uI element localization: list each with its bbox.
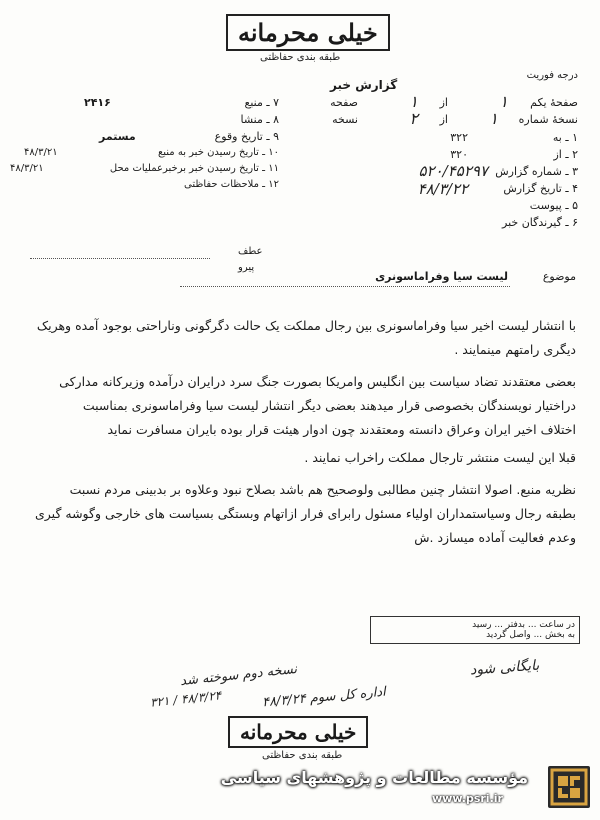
security-notes-label: ۱۲ ـ ملاحظات حفاظتی bbox=[184, 179, 279, 190]
handwritten-note: نسخه دوم سوخته شد bbox=[179, 661, 298, 690]
copy-of-label: از bbox=[439, 113, 448, 126]
ref-label: عطف bbox=[238, 246, 263, 257]
origin-label: ۸ ـ منشا bbox=[240, 113, 279, 126]
page-field: صفحهٔ یکم ۱ از ۱ صفحه bbox=[330, 92, 578, 111]
copy-field: نسخهٔ شماره ۱ از ۲ نسخه bbox=[332, 109, 578, 128]
recipients-field bbox=[308, 216, 578, 233]
receipt-stamp-line: در ساعت ... بدفتر ... رسید bbox=[472, 620, 575, 630]
right-fields bbox=[308, 92, 578, 233]
classification-label: طبقه بندی حفاظتی bbox=[260, 52, 341, 63]
of-label: از bbox=[439, 96, 448, 109]
report-body bbox=[24, 318, 576, 554]
from-value: ۳۲۰ bbox=[450, 148, 468, 161]
receipt-stamp-line: به بخش ... واصل گردید bbox=[486, 630, 575, 640]
report-number-label: ۳ ـ شماره گزارش bbox=[495, 165, 578, 178]
ops-receipt-field bbox=[10, 163, 279, 179]
to-field bbox=[308, 131, 578, 148]
body-line: بطبقه رجال وسیاستمداران اولیاء مسئول رابرای فرار ازاتهام وبستگی بسیاست های خارجی وگوشه گیری bbox=[35, 506, 576, 521]
attachment-label: ۵ ـ پیوست bbox=[529, 199, 578, 212]
report-title: گزارش خبر bbox=[330, 78, 398, 92]
source-label: ۷ ـ منبع bbox=[244, 96, 279, 109]
top-classification-stamp: خیلی محرمانه bbox=[226, 14, 390, 51]
receipt-stamp-box bbox=[370, 616, 580, 644]
ops-receipt-value: ۴۸/۳/۲۱ bbox=[10, 163, 44, 174]
subject-value: لیست سیا وفراماسونری bbox=[375, 270, 508, 283]
separator-line bbox=[30, 258, 210, 259]
body-line: دراختیار نویسندگان بخصوصی قرار میدهند بعضی دیگر انتشار لیست سیا وفراماسونری بمناسبت bbox=[82, 398, 576, 413]
copy-end-label: نسخه bbox=[332, 113, 358, 126]
bottom-classification-label: طبقه بندی حفاظتی bbox=[262, 750, 343, 761]
source-receipt-field bbox=[24, 147, 279, 163]
handwritten-note: اداره کل سوم ۴۸/۳/۲۴ bbox=[261, 684, 387, 711]
body-line: با انتشار لیست اخیر سیا وفراماسونری بین رجال مملکت یک حالت دگرگونی وناراحتی بوجود آمده وهریک bbox=[36, 318, 576, 333]
security-notes-field bbox=[24, 179, 279, 195]
left-fields bbox=[10, 96, 279, 195]
subject-underline bbox=[180, 286, 510, 287]
source-field bbox=[24, 96, 279, 113]
occurrence-date-label: ۹ ـ تاریخ وقوع bbox=[214, 130, 279, 143]
body-line: قبلا این لیست منتشر تارجال مملکت راخراب نمایند . bbox=[304, 450, 576, 465]
origin-field bbox=[24, 113, 279, 130]
to-value: ۳۲۲ bbox=[450, 131, 468, 144]
urgency-label: درجه فوریت bbox=[526, 70, 578, 81]
occurrence-date-field bbox=[24, 130, 279, 147]
handwritten-note: بایگانی شود bbox=[469, 657, 540, 679]
source-receipt-value: ۴۸/۳/۲۱ bbox=[24, 147, 58, 158]
source-receipt-label: ۱۰ ـ تاریخ رسیدن خبر به منبع bbox=[157, 147, 279, 158]
body-line: نظریه منبع. اصولا انتشار چنین مطالبی ولوصحیح هم باشد بصلاح نبود وعلاوه بر بدبینی مردم نسبت bbox=[69, 482, 576, 497]
report-date-field bbox=[308, 182, 578, 199]
occurrence-date-value: مستمر bbox=[99, 130, 136, 143]
source-value: ۲۴۱۶ bbox=[84, 96, 111, 109]
to-label: ۱ ـ به bbox=[552, 131, 578, 144]
attachment-field bbox=[308, 199, 578, 216]
followup-label: پیرو bbox=[238, 262, 255, 273]
watermark-org: مؤسسه مطالعات و پژوهشهای سیاسی bbox=[220, 768, 528, 787]
body-line: اختلاف اخیر ایران وعراق دانسته ومعتقدند چون ادوار هیئت قرار بوده بایران مسافرت نماید bbox=[107, 422, 576, 437]
body-line: بعضی معتقدند تضاد سیاست بین انگلیس وامریکا بصورت جنگ سرد درایران درآمده وزیرکانه مدارکی bbox=[59, 374, 576, 389]
report-date-value: ۴۸/۳/۲۲ bbox=[417, 180, 468, 198]
ops-receipt-label: ۱۱ ـ تاریخ رسیدن خبر برخبرعملیات محل bbox=[109, 163, 279, 174]
body-line: دیگری رامتهم مینمایند . bbox=[454, 342, 576, 357]
bottom-classification-stamp: خیلی محرمانه bbox=[228, 716, 368, 748]
page-label: صفحهٔ یکم bbox=[530, 96, 578, 109]
handwritten-note: ۳۲۱ / ۴۸/۳/۲۴ bbox=[149, 688, 222, 710]
watermark-url: www.psri.ir bbox=[432, 792, 503, 805]
recipients-label: ۶ ـ گیرندگان خبر bbox=[502, 216, 578, 229]
from-label: ۲ ـ از bbox=[553, 148, 578, 161]
report-date-label: ۴ ـ تاریخ گزارش bbox=[503, 182, 578, 195]
subject-label: موضوع bbox=[542, 270, 576, 283]
page-end-label: صفحه bbox=[330, 96, 358, 109]
body-line: وعدم فعالیت آماده میسازد .ش bbox=[414, 530, 576, 545]
report-number-value: ۵۲۰/۴۵۲۹۷ bbox=[418, 162, 488, 180]
psri-logo-icon bbox=[548, 766, 590, 808]
copy-label: نسخهٔ شماره bbox=[518, 113, 578, 126]
